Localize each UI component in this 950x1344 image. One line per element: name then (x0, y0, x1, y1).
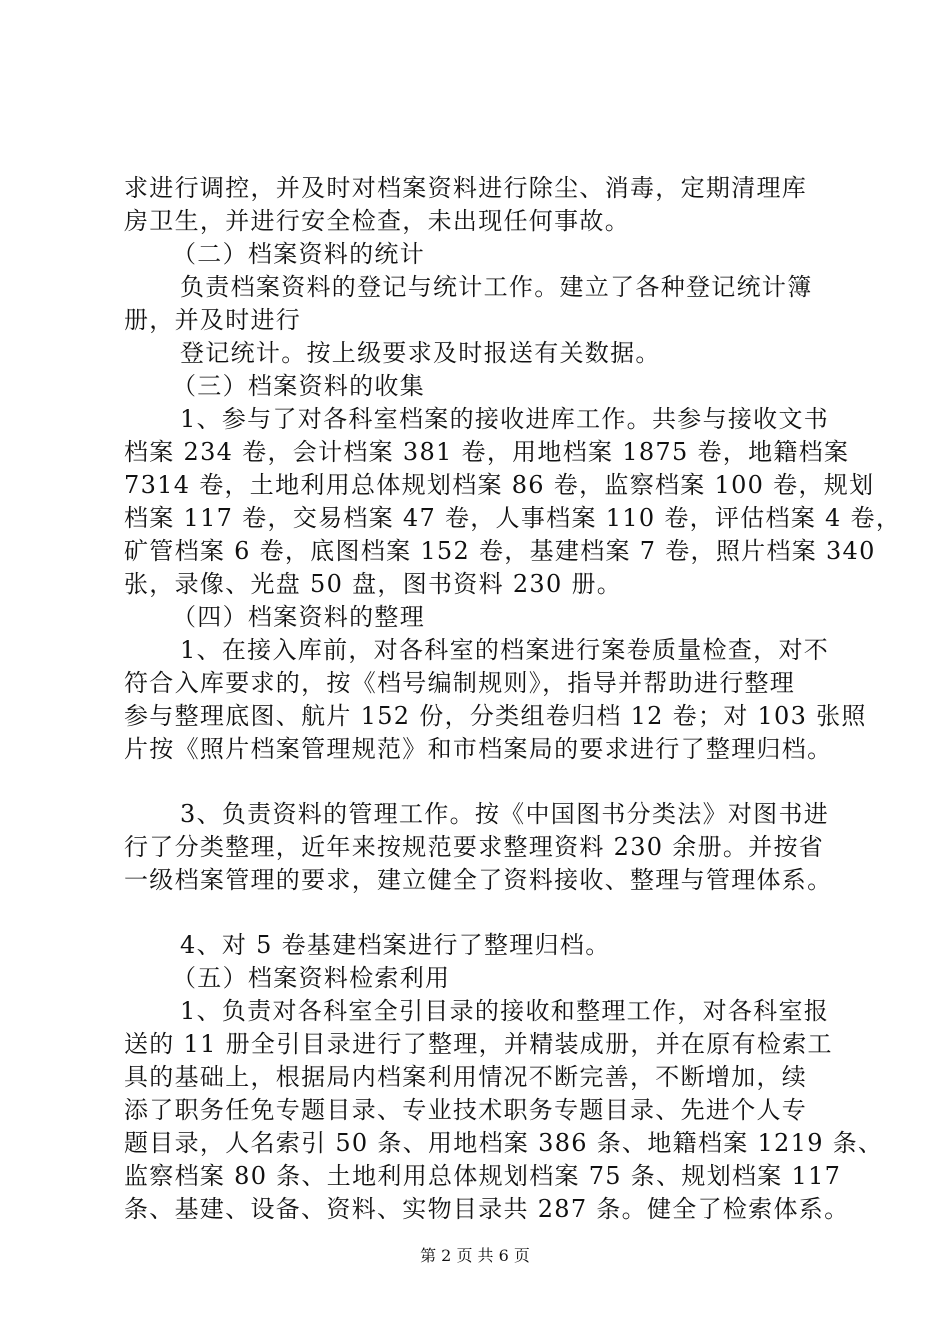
page-number-footer: 第 2 页 共 6 页 (420, 1246, 530, 1265)
paragraph-line: 片按《照片档案管理规范》和市档案局的要求进行了整理归档。 (124, 735, 833, 763)
paragraph-line: 参与整理底图、航片 152 份，分类组卷归档 12 卷；对 103 张照 (124, 702, 867, 730)
section-heading: （二）档案资料的统计 (172, 240, 425, 268)
paragraph-line: 房卫生，并进行安全检查，未出现任何事故。 (124, 207, 630, 235)
section-heading: （五）档案资料检索利用 (172, 964, 451, 992)
paragraph-line: 档案 234 卷，会计档案 381 卷，用地档案 1875 卷，地籍档案 (124, 438, 850, 466)
paragraph-line: 添了职务任免专题目录、专业技术职务专题目录、先进个人专 (124, 1096, 808, 1124)
paragraph-line: 3、负责资料的管理工作。按《中国图书分类法》对图书进 (180, 800, 830, 828)
section-heading: （四）档案资料的整理 (172, 603, 425, 631)
paragraph-line: 具的基础上，根据局内档案利用情况不断完善，不断增加，续 (124, 1063, 808, 1091)
paragraph-gap (124, 766, 844, 798)
paragraph-line: 1、参与了对各科室档案的接收进库工作。共参与接收文书 (180, 405, 830, 433)
paragraph-line: 4、对 5 卷基建档案进行了整理归档。 (180, 931, 611, 959)
paragraph-line: 册，并及时进行 (124, 306, 302, 334)
paragraph-line: 负责档案资料的登记与统计工作。建立了各种登记统计簿 (180, 273, 813, 301)
paragraph-line: 送的 11 册全引目录进行了整理，并精装成册，并在原有检索工 (124, 1030, 833, 1058)
paragraph-line: 行了分类整理，近年来按规范要求整理资料 230 余册。并按省 (124, 833, 825, 861)
paragraph-line: 矿管档案 6 卷，底图档案 152 卷，基建档案 7 卷，照片档案 340 (124, 537, 876, 565)
paragraph-line: 7314 卷，土地利用总体规划档案 86 卷，监察档案 100 卷，规划 (124, 471, 875, 499)
paragraph-line: 1、在接入库前，对各科室的档案进行案卷质量检查，对不 (180, 636, 830, 664)
paragraph-line: 符合入库要求的，按《档号编制规则》，指导并帮助进行整理 (124, 669, 796, 697)
section-heading: （三）档案资料的收集 (172, 372, 425, 400)
paragraph-line: 一级档案管理的要求，建立健全了资料接收、整理与管理体系。 (124, 866, 833, 894)
paragraph-line: 登记统计。按上级要求及时报送有关数据。 (180, 339, 661, 367)
document-body (124, 172, 902, 1226)
paragraph-line: 监察档案 80 条、土地利用总体规划档案 75 条、规划档案 117 (124, 1162, 842, 1190)
paragraph-line: 条、基建、设备、资料、实物目录共 287 条。健全了检索体系。 (124, 1195, 850, 1223)
paragraph-line: 求进行调控，并及时对档案资料进行除尘、消毒，定期清理库 (124, 174, 808, 202)
paragraph-line: 1、负责对各科室全引目录的接收和整理工作，对各科室报 (180, 997, 830, 1025)
paragraph-line: 题目录，人名索引 50 条、用地档案 386 条、地籍档案 1219 条、 (124, 1129, 884, 1157)
paragraph-line: 张，录像、光盘 50 盘，图书资料 230 册。 (124, 570, 623, 598)
paragraph-line: 档案 117 卷，交易档案 47 卷，人事档案 110 卷，评估档案 4 卷， (124, 504, 902, 532)
paragraph-gap (124, 897, 844, 929)
